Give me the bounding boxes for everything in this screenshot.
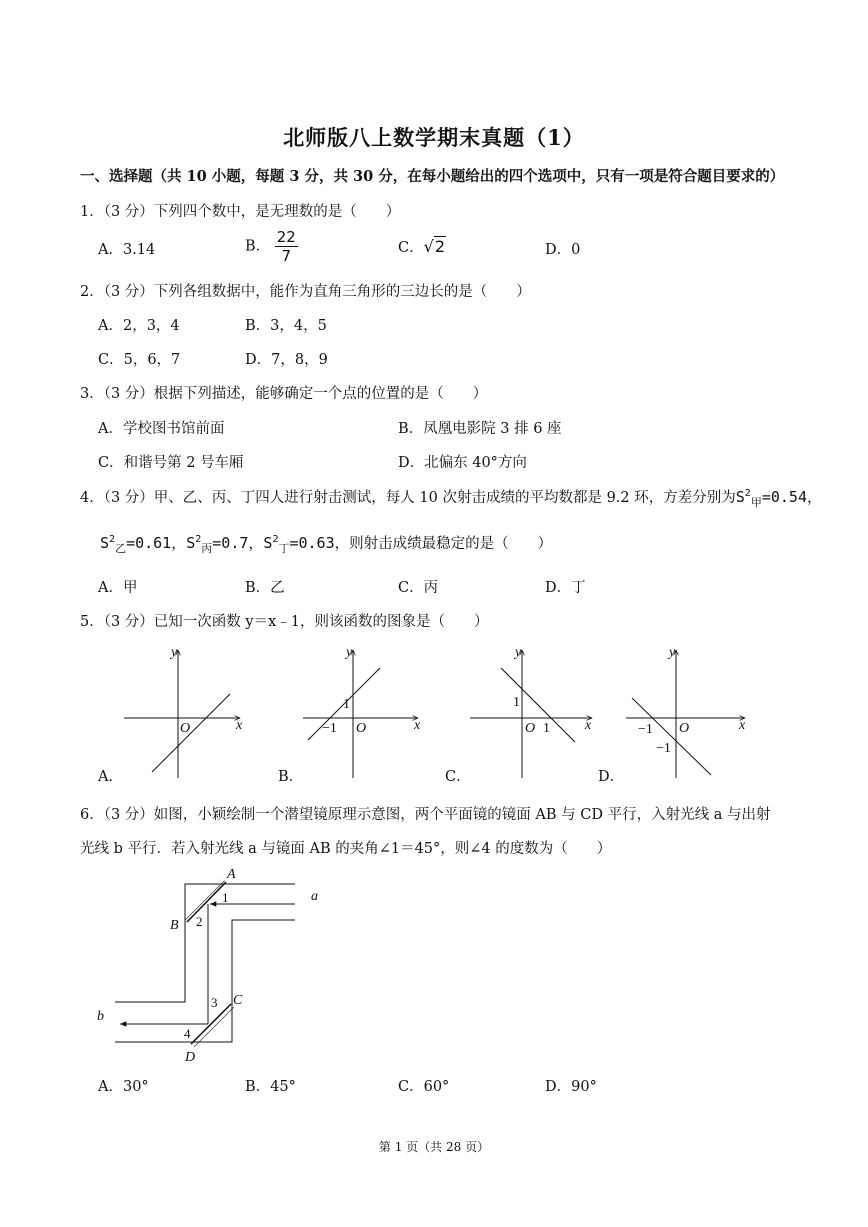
s-sub: 乙 — [115, 542, 127, 555]
s-sub: 甲 — [750, 496, 762, 509]
q1-option-a: A．3.14 — [98, 242, 156, 258]
question-4-line2 — [100, 532, 552, 556]
q2-option-b: B．3，4，5 — [245, 318, 327, 334]
graph-d-origin: O — [679, 721, 690, 736]
q2-option-d: D．7，8，9 — [245, 352, 328, 368]
radicand: 2 — [434, 237, 445, 256]
angle-2-label: 2 — [196, 914, 203, 929]
q2-option-c: C．5，6，7 — [98, 352, 181, 368]
graph-d-y-label: y — [669, 645, 676, 660]
variance-yi — [100, 534, 187, 555]
sqrt: √2 — [423, 237, 445, 256]
fraction-denominator: 7 — [281, 247, 292, 265]
graph-a-y-label: y — [171, 645, 178, 660]
q3-option-c: C．和谐号第 2 号车厢 — [98, 455, 244, 471]
graph-c-origin: O — [525, 721, 536, 736]
graph-d-x-label: x — [739, 718, 746, 733]
angle-4-label: 4 — [184, 1026, 191, 1041]
q3-option-b: B．凤凰电影院 3 排 6 座 — [398, 421, 562, 437]
s-sub: 丁 — [278, 542, 290, 555]
graph-a-origin: O — [180, 721, 191, 736]
question-6-stem-line2: 光线 b 平行．若入射光线 a 与镜面 AB 的夹角∠1＝45°，则∠4 的度数为（ ） — [80, 841, 612, 857]
graph-c-x-label: x — [585, 718, 592, 733]
q1-option-b-label: B． — [245, 238, 271, 255]
q4-stem-text: 4．（3 分）甲、乙、丙、丁四人进行射击测试，每人 10 次射击成绩的平均数都是 9.2 环，方差分别为 — [80, 490, 736, 506]
q1-option-d: D．0 — [545, 242, 581, 258]
graph-b-label-1: 1 — [343, 697, 350, 712]
question-2-stem: 2．（3 分）下列各组数据中，能作为直角三角形的三边长的是（ ） — [80, 284, 531, 300]
q4-tail: ，则射击成绩最稳定的是（ ） — [334, 536, 553, 552]
s-sup: 2 — [744, 488, 751, 499]
q5-option-a: A． — [98, 769, 123, 785]
q4-option-b: B．乙 — [245, 580, 285, 596]
q6-option-a: A．30° — [98, 1079, 149, 1095]
graph-d-label-neg1-y: −1 — [656, 741, 671, 756]
q5-option-d: D． — [598, 769, 625, 785]
graph-c-label-1-y: 1 — [513, 695, 520, 710]
section-header: 一、选择题（共 10 小题，每题 3 分，共 30 分，在每小题给出的四个选项中，只有一项是符合题目要求的） — [80, 168, 785, 185]
s-sub: 丙 — [201, 542, 213, 555]
q6-option-d: D．90° — [545, 1079, 597, 1095]
s-letter: S — [263, 534, 273, 552]
s-val: =0.54， — [761, 488, 822, 506]
graph-c-label-1-x: 1 — [543, 721, 550, 736]
q4-option-a: A．甲 — [98, 580, 138, 596]
q3-option-a: A．学校图书馆前面 — [98, 421, 225, 437]
graph-c-y-label: y — [515, 645, 522, 660]
variance-bing — [186, 534, 264, 555]
graph-b-y-label: y — [346, 645, 353, 660]
periscope-figure — [90, 862, 330, 1067]
label-a-point: A — [227, 867, 236, 882]
variance-ding — [263, 534, 335, 555]
label-ray-b: b — [97, 1009, 104, 1024]
fraction-numerator: 22 — [276, 228, 296, 246]
q4-option-c: C．丙 — [398, 580, 439, 596]
s-letter: S — [100, 534, 110, 552]
graph-b-origin: O — [356, 721, 367, 736]
q5-graphs — [0, 640, 868, 785]
angle-1-label: 1 — [222, 890, 229, 905]
page-title: 北师版八上数学期末真题（1） — [283, 125, 585, 150]
q3-option-d: D．北偏东 40°方向 — [398, 455, 527, 471]
s-val: =0.7， — [212, 534, 264, 552]
q4-option-d: D．丁 — [545, 580, 586, 596]
s-sup: 2 — [272, 534, 279, 545]
q1-option-c — [398, 236, 446, 257]
label-ray-a: a — [311, 889, 318, 904]
q1-option-b — [245, 228, 298, 265]
question-5-stem: 5．（3 分）已知一次函数 y＝x﹣1，则该函数的图象是（ ） — [80, 614, 489, 630]
q6-option-c: C．60° — [398, 1079, 450, 1095]
graph-a-line — [152, 694, 230, 772]
page-footer: 第 1 页（共 28 页） — [378, 1140, 490, 1154]
question-3-stem: 3．（3 分）根据下列描述，能够确定一个点的位置的是（ ） — [80, 386, 488, 402]
q2-option-a: A．2，3，4 — [98, 318, 180, 334]
angle-3-label: 3 — [211, 995, 218, 1010]
s-letter: S — [186, 534, 196, 552]
variance-jia — [735, 488, 822, 509]
mirror-ab-hatch — [183, 878, 226, 922]
graph-d-label-neg1-x: −1 — [638, 722, 653, 737]
s-letter: S — [735, 488, 745, 506]
q1-option-c-label: C． — [398, 240, 424, 256]
graph-b-label-neg1: −1 — [322, 721, 337, 736]
graph-b-x-label: x — [414, 718, 421, 733]
question-6-stem-line1: 6．（3 分）如图，小颖绘制一个潜望镜原理示意图，两个平面镜的镜面 AB 与 CD 平行，入射光线 a 与出射 — [80, 807, 771, 823]
question-1-stem: 1．（3 分）下列四个数中，是无理数的是（ ） — [80, 204, 401, 220]
q5-option-b: B． — [278, 769, 304, 785]
graph-a-x-label: x — [236, 718, 243, 733]
s-val: =0.63 — [289, 534, 335, 552]
question-4-stem — [80, 486, 822, 510]
s-val: =0.61， — [126, 534, 187, 552]
label-c-point: C — [233, 993, 243, 1008]
fraction — [275, 228, 298, 265]
s-sup: 2 — [195, 534, 202, 545]
label-d-point: D — [185, 1050, 196, 1065]
mirror-cd-hatch — [191, 1004, 235, 1048]
s-sup: 2 — [109, 534, 116, 545]
q6-option-b: B．45° — [245, 1079, 296, 1095]
label-b-point: B — [170, 918, 179, 933]
q5-option-c: C． — [445, 769, 471, 785]
